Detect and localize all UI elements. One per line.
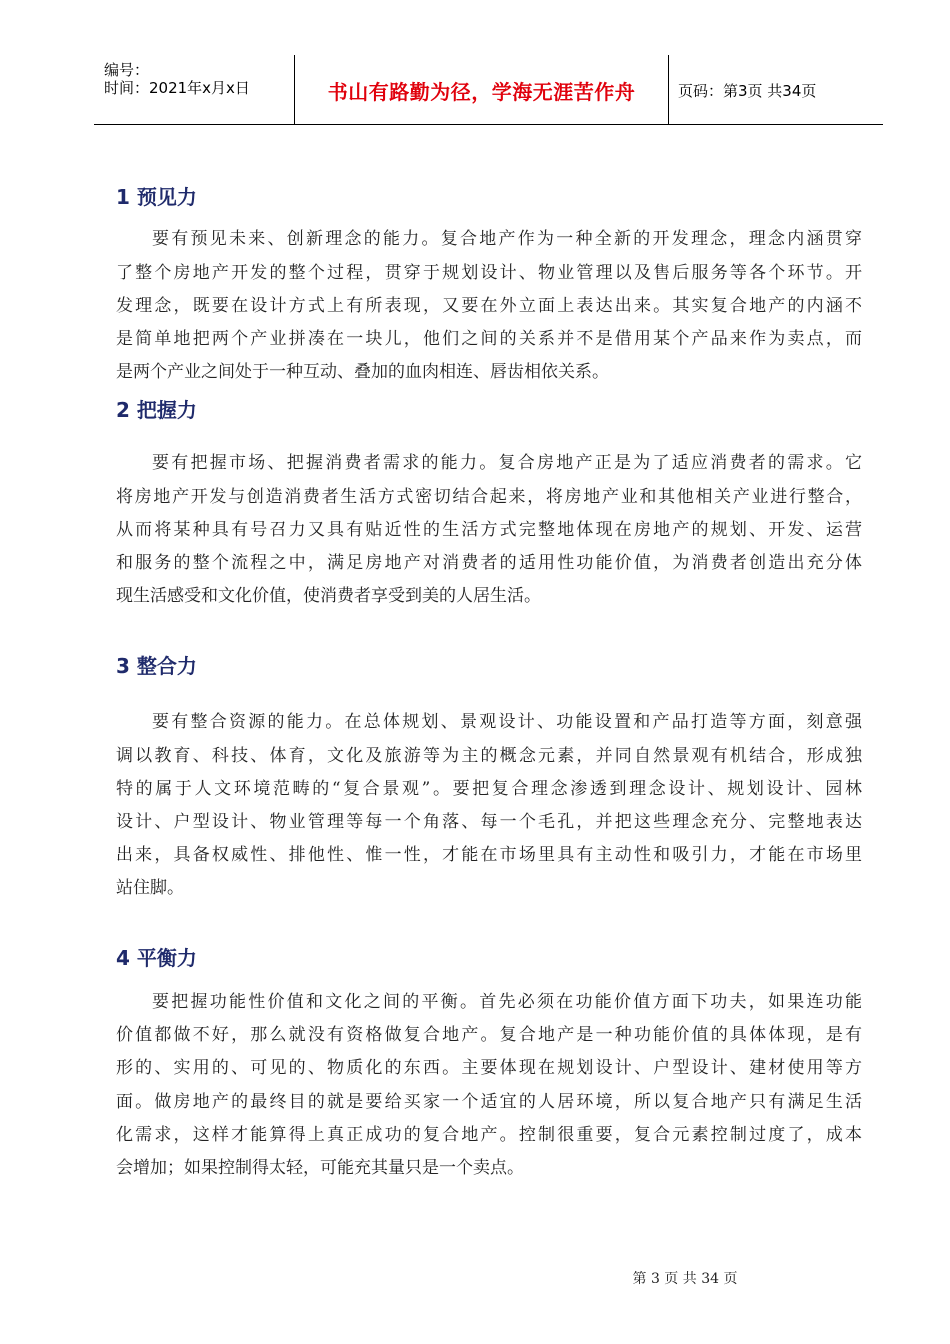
paragraph-line: 调以教育、科技、体育，文化及旅游等为主的概念元素，并同自然景观有机结合，形成独 [116, 746, 862, 766]
header-meta [104, 61, 250, 97]
paragraph-line: 设计、户型设计、物业管理等每一个角落、每一个毛孔，并把这些理念充分、完整地表达 [116, 812, 862, 832]
paragraph-line: 要把握功能性价值和文化之间的平衡。首先必须在功能价值方面下功夫，如果连功能 [152, 992, 862, 1012]
header-motto: 书山有路勤为径，学海无涯苦作舟 [327, 79, 636, 104]
paragraph-line: 要有把握市场、把握消费者需求的能力。复合房地产正是为了适应消费者的需求。它 [152, 453, 862, 473]
paragraph-line: 面。做房地产的最终目的就是要给买家一个适宜的人居环境，所以复合地产只有满足生活 [116, 1092, 862, 1112]
section-heading: 2 把握力 [116, 398, 197, 422]
paragraph-line: 形的、实用的、可见的、物质化的东西。主要体现在规划设计、户型设计、建材使用等方 [116, 1058, 862, 1078]
document-time-label: 时间：2021年x月x日 [104, 79, 250, 97]
paragraph-line: 是两个产业之间处于一种互动、叠加的血肉相连、唇齿相依关系。 [116, 362, 609, 382]
paragraph-line: 了整个房地产开发的整个过程，贯穿于规划设计、物业管理以及售后服务等各个环节。开 [116, 263, 862, 283]
paragraph-line: 要有整合资源的能力。在总体规划、景观设计、功能设置和产品打造等方面，刻意强 [152, 712, 862, 732]
paragraph-line: 是简单地把两个产业拼凑在一块儿，他们之间的关系并不是借用某个产品来作为卖点，而 [116, 329, 862, 349]
paragraph-line: 会增加；如果控制得太轻，可能充其量只是一个卖点。 [116, 1158, 524, 1178]
paragraph-line: 现生活感受和文化价值，使消费者享受到美的人居生活。 [116, 586, 541, 606]
paragraph-line: 化需求，这样才能算得上真正成功的复合地产。控制很重要，复合元素控制过度了，成本 [116, 1125, 862, 1145]
paragraph-line: 要有预见未来、创新理念的能力。复合地产作为一种全新的开发理念，理念内涵贯穿 [152, 229, 862, 249]
paragraph-line: 将房地产开发与创造消费者生活方式密切结合起来，将房地产业和其他相关产业进行整合， [116, 487, 862, 507]
paragraph-line: 价值都做不好，那么就没有资格做复合地产。复合地产是一种功能价值的具体体现，是有 [116, 1025, 862, 1045]
section-heading: 4 平衡力 [116, 946, 197, 970]
section-heading: 1 预见力 [116, 185, 197, 209]
header-divider [668, 55, 669, 125]
paragraph-line: 和服务的整个流程之中，满足房地产对消费者的适用性功能价值，为消费者创造出充分体 [116, 553, 862, 573]
document-number-label: 编号： [104, 61, 150, 79]
paragraph-line: 站住脚。 [116, 878, 184, 898]
paragraph-line: 从而将某种具有号召力又具有贴近性的生活方式完整地体现在房地产的规划、开发、运营 [116, 520, 862, 540]
page-header [94, 55, 883, 125]
paragraph-line: 发理念，既要在设计方式上有所表现，又要在外立面上表达出来。其实复合地产的内涵不 [116, 296, 862, 316]
page-footer: 第 3 页 共 34 页 [632, 1271, 738, 1287]
paragraph-line: 出来，具备权威性、排他性、惟一性，才能在市场里具有主动性和吸引力，才能在市场里 [116, 845, 862, 865]
section-heading: 3 整合力 [116, 654, 197, 678]
header-page-number: 页码：第3页 共34页 [678, 81, 817, 100]
paragraph-line: 特的属于人文环境范畴的“复合景观”。要把复合理念渗透到理念设计、规划设计、园林 [116, 779, 862, 799]
